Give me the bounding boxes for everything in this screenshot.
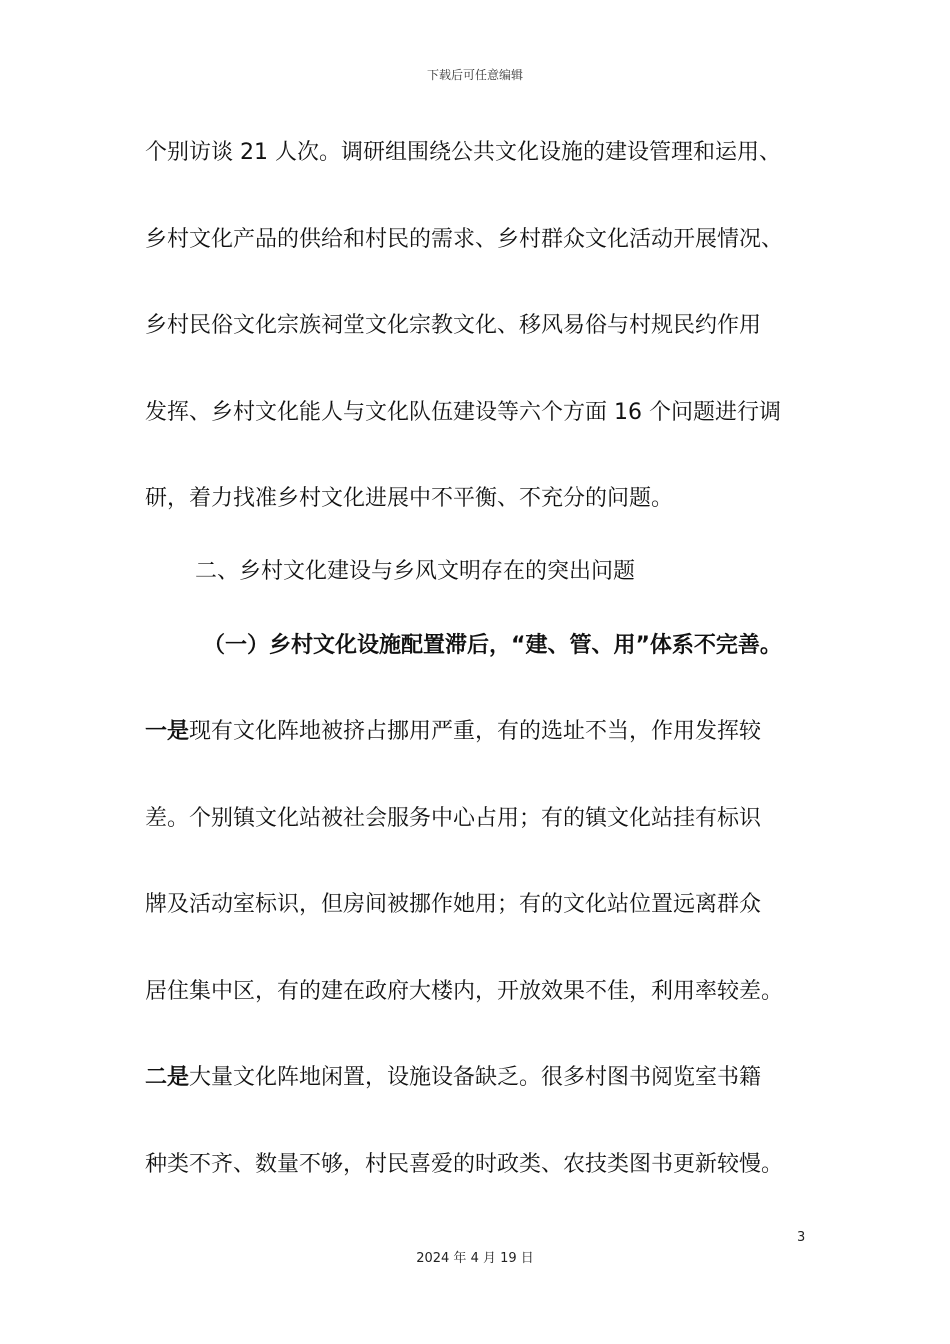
- body-line: 牌及活动室标识，但房间被挪作她用；有的文化站位置远离群众: [145, 892, 762, 917]
- body-line: 个别访谈 21 人次。调研组围绕公共文化设施的建设管理和运用、: [145, 140, 781, 165]
- subsection-heading: （一）乡村文化设施配置滞后，“建、管、用”体系不完善。: [203, 633, 782, 658]
- paragraph-lead: 一是: [145, 719, 190, 744]
- body-line: 发挥、乡村文化能人与文化队伍建设等六个方面 16 个问题进行调: [145, 400, 781, 425]
- body-line: 乡村民俗文化宗族祠堂文化宗教文化、移风易俗与村规民约作用: [145, 313, 762, 338]
- paragraph-text: 现有文化阵地被挤占挪用严重，有的选址不当，作用发挥较: [189, 719, 762, 744]
- page-header: 下载后可任意编辑: [426, 68, 523, 82]
- body-line: 差。个别镇文化站被社会服务中心占用；有的镇文化站挂有标识: [145, 806, 762, 831]
- body-line: 乡村文化产品的供给和村民的需求、乡村群众文化活动开展情况、: [145, 227, 784, 252]
- section-heading: 二、乡村文化建设与乡风文明存在的突出问题: [195, 559, 636, 584]
- paragraph-text: 大量文化阵地闲置，设施设备缺乏。很多村图书阅览室书籍: [189, 1065, 762, 1090]
- page-number: 3: [797, 1230, 806, 1245]
- paragraph-first-line: [145, 717, 761, 747]
- body-line: 种类不齐、数量不够，村民喜爱的时政类、农技类图书更新较慢。: [145, 1152, 784, 1177]
- paragraph-lead: 二是: [145, 1065, 190, 1090]
- paragraph-first-line: [145, 1063, 761, 1093]
- body-line: 居住集中区，有的建在政府大楼内，开放效果不佳，利用率较差。: [145, 979, 784, 1004]
- footer-date: 2024 年 4 月 19 日: [416, 1251, 534, 1266]
- body-line: 研，着力找准乡村文化进展中不平衡、不充分的问题。: [145, 486, 674, 511]
